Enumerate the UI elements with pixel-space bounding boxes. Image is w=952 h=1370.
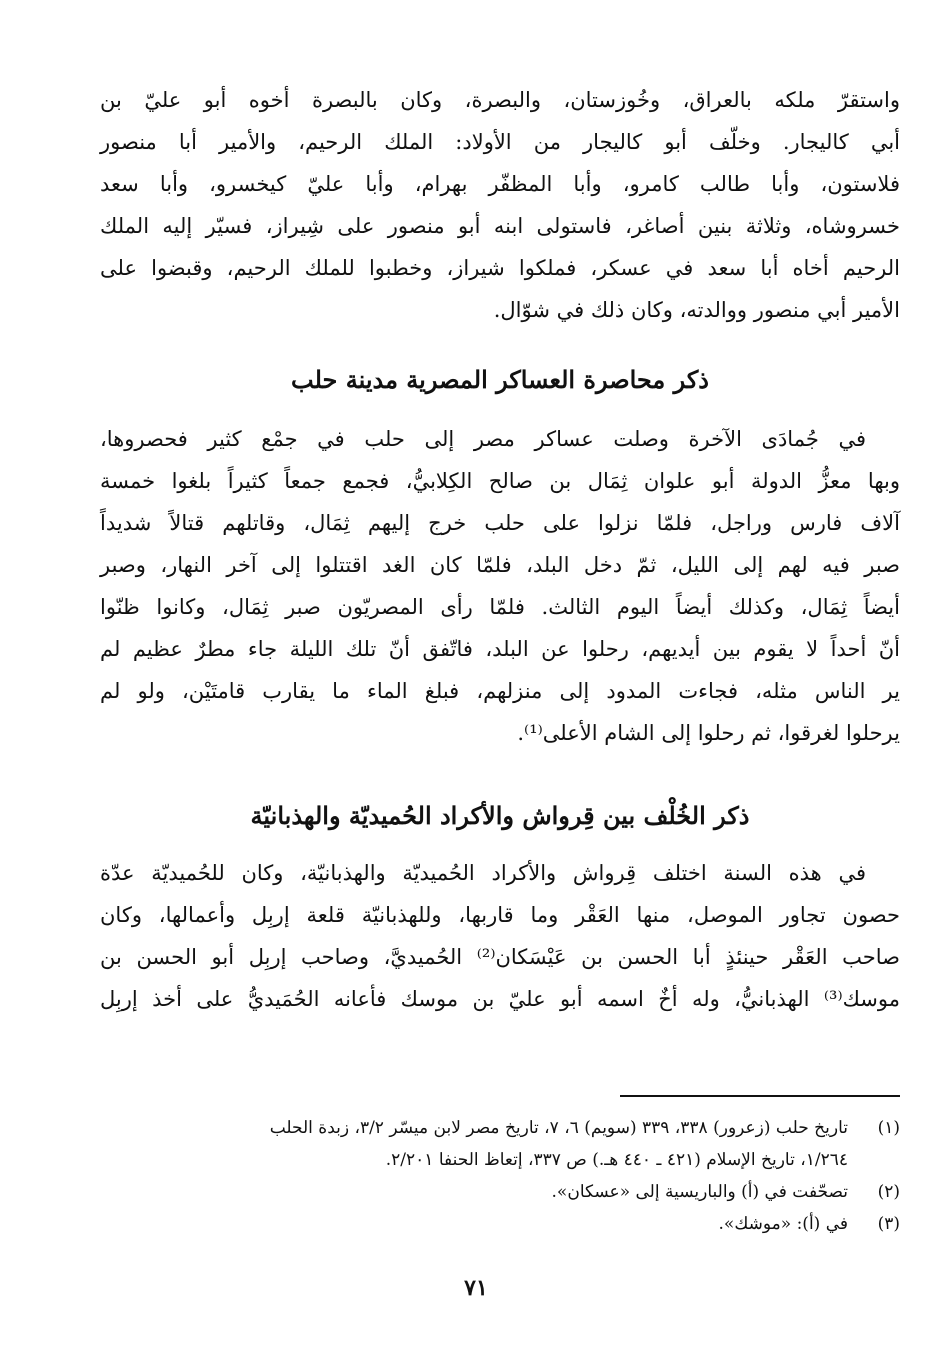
paragraph-line: في هذه السنة اختلف قِرواش والأكراد الحُميديّة والهذبانيّة، وكان للحُميديّة عدّة [100,861,866,885]
paragraph-line: يرحلوا لغرقوا، ثم رحلوا إلى الشام الأعلى⁽¹⁾. [517,721,900,745]
paragraph-3 [100,852,900,1020]
paragraph-line: الأمير أبي منصور ووالدته، وكان ذلك في شوّال. [493,298,900,322]
paragraph-line: فلاستون، وأبا طالب كامرو، وأبا المظفّر بهرام، وأبا عليّ كيخسرو، وأبا سعد [100,172,900,196]
footnote-text: في (أ): «موشك». [718,1214,848,1234]
paragraph-line: ير الناس مثله، فجاءت المدود إلى منزلهم، فبلغ الماء ما يقارب قامتَيْن، ولو لم [100,679,900,703]
paragraph-line: حصون تجاور الموصل، منها العَقْر وما قاربها، وللهذبانيّة قلعة إربِل وأعمالها، وكان [100,903,900,927]
footnote [100,1208,900,1240]
section-heading: ذكر محاصرة العساكر المصرية مدينة حلب [291,365,709,394]
paragraph-line: في جُمادَى الآخرة وصلت عساكر مصر إلى حلب في جمْع كثير فحصروها، [100,427,866,451]
footnote-number: (٣) [877,1214,900,1234]
footnote-separator [620,1095,900,1097]
paragraph-line: أبي كاليجار. وخلّف أبو كاليجار من الأولاد: الملك الرحيم، والأمير أبا منصور [100,130,900,154]
paragraph-line: صاحب العَقْر حينئذٍ أبا الحسن بن عَيْسَكان⁽²⁾ الحُميديَّ، وصاحب إربِل أبو الحسن بن [100,945,900,969]
paragraph-line: صبر فيه لهم إلى الليل، ثمّ دخل البلد، فلمّا كان الغد اقتتلوا إلى آخر النهار، وصبر [100,553,900,577]
section-heading: ذكر الخُلْف بين قِرواش والأكراد الحُميديّة والهذبانيّة [250,801,750,830]
footnote [100,1112,900,1176]
footnotes [100,1112,900,1240]
paragraph-line: واستقرّ ملكه بالعراق، وخُوزستان، والبصرة، وكان بالبصرة أخوه أبو عليّ بن [100,88,900,112]
footnote-number: (١) [877,1118,900,1138]
paragraph-line: أنّ أحداً لا يقوم بين أيديهم، رحلوا عن البلد، فاتّفق أنّ تلك الليلة جاء مطرٌ عظيم لم [100,637,900,661]
paragraph-1 [100,79,900,331]
paragraph-line: آلاف فارس وراجل، فلمّا نزلوا على حلب خرج إليهم ثِمَال، وقاتلهم قتالاً شديداً [100,511,900,535]
footnote-text [100,1112,848,1176]
paragraph-line: أيضاً ثِمَال، وكذلك أيضاً اليوم الثالث. فلمّا رأى المصريّون صبر ثِمَال، وكانوا ظنّوا [100,595,900,619]
paragraph-line: الرحيم أخاه أبا سعد في عسكر، فملكوا شيراز، وخطبوا للملك الرحيم، وقبضوا على [100,256,900,280]
page-number: ٧١ [464,1275,488,1301]
paragraph-line: موسك⁽³⁾ الهذبانيُّ، وله أخٌ اسمه أبو عليّ بن موسك فأعانه الحُمَيديُّ على أخذ إربِل [100,987,900,1011]
paragraph-2 [100,418,900,754]
paragraph-line: خسروشاه، وثلاثة بنين أصاغر، فاستولى ابنه أبو منصور على شِيراز، فسيّر إليه الملك [100,214,900,238]
footnote-line: تاريخ حلب (زعرور) ٣٣٨، ٣٣٩ (سويم) ٦، ٧، تاريخ مصر لابن ميسّر ٣/٢، زبدة الحلب [269,1118,848,1138]
footnote-text: تصحّفت في (أ) والباريسية إلى «عسكان». [551,1182,848,1202]
footnote-line: ١/٢٦٤، تاريخ الإسلام (٤٢١ ـ ٤٤٠ هـ.) ص ٣٣٧، إتعاظ الحنفا ٢/٢٠١. [385,1150,848,1170]
paragraph-line: وبها معزُّ الدولة أبو علوان ثِمَال بن صالح الكِلابيُّ، فجمع جمعاً كثيراً بلغوا خمسة [100,469,900,493]
footnote [100,1176,900,1208]
footnote-number: (٢) [877,1182,900,1202]
